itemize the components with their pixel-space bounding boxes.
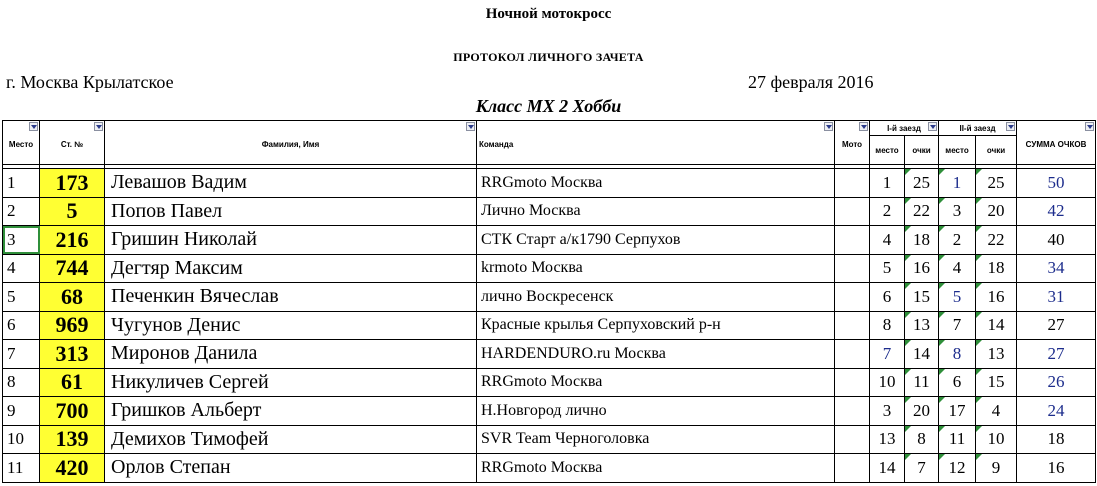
table-row — [3, 226, 1096, 255]
comment-marker-icon — [976, 369, 982, 375]
class-title: Класс МХ 2 Хобби — [475, 96, 622, 116]
comment-marker-icon — [976, 198, 982, 204]
row-number[interactable]: 969 — [40, 311, 105, 340]
row-team[interactable]: RRGmoto Москва — [477, 454, 835, 483]
row-race2-place[interactable]: 17 — [939, 397, 976, 426]
row-total[interactable]: 31 — [1017, 283, 1096, 312]
filter-dropdown-icon[interactable] — [29, 122, 38, 131]
table-row — [3, 425, 1096, 454]
row-team[interactable]: krmoto Москва — [477, 254, 835, 283]
row-moto[interactable] — [835, 226, 870, 255]
row-race1-place[interactable]: 2 — [870, 197, 905, 226]
row-name[interactable]: Миронов Данила — [105, 340, 477, 369]
row-race2-points[interactable]: 4 — [976, 397, 1017, 426]
row-moto[interactable] — [835, 169, 870, 198]
row-race1-points[interactable]: 25 — [905, 169, 939, 198]
table-row — [3, 368, 1096, 397]
row-race1-points[interactable]: 8 — [905, 425, 939, 454]
row-race2-place[interactable]: 8 — [939, 340, 976, 369]
row-moto[interactable] — [835, 397, 870, 426]
comment-marker-icon — [976, 255, 982, 261]
row-race1-place[interactable]: 10 — [870, 368, 905, 397]
row-race1-place[interactable]: 3 — [870, 397, 905, 426]
row-place[interactable]: 4 — [3, 254, 40, 283]
row-team[interactable]: Красные крылья Серпуховский р-н — [477, 311, 835, 340]
row-team[interactable]: HARDENDURO.ru Москва — [477, 340, 835, 369]
results-table — [2, 120, 1096, 483]
row-place[interactable]: 10 — [3, 425, 40, 454]
row-place[interactable]: 1 — [3, 169, 40, 198]
comment-marker-icon — [905, 369, 911, 375]
row-total[interactable]: 16 — [1017, 454, 1096, 483]
row-race1-points[interactable]: 14 — [905, 340, 939, 369]
row-race2-place[interactable]: 1 — [939, 169, 976, 198]
row-total[interactable]: 24 — [1017, 397, 1096, 426]
comment-marker-icon — [976, 312, 982, 318]
row-place[interactable]: 8 — [3, 368, 40, 397]
row-race1-place[interactable]: 1 — [870, 169, 905, 198]
row-race2-place[interactable]: 5 — [939, 283, 976, 312]
filter-dropdown-icon[interactable] — [859, 122, 868, 131]
header-team[interactable]: Команда — [477, 121, 835, 165]
comment-marker-icon — [939, 426, 945, 432]
comment-marker-icon — [976, 340, 982, 346]
header-race2-place: место — [939, 136, 976, 165]
row-team[interactable]: RRGmoto Москва — [477, 368, 835, 397]
row-moto[interactable] — [835, 197, 870, 226]
row-race1-points[interactable]: 22 — [905, 197, 939, 226]
row-team[interactable]: СТК Старт а/к1790 Серпухов — [477, 226, 835, 255]
row-race2-points[interactable]: 18 — [976, 254, 1017, 283]
row-race1-place[interactable]: 5 — [870, 254, 905, 283]
table-row — [3, 254, 1096, 283]
comment-marker-icon — [939, 340, 945, 346]
table-row — [3, 454, 1096, 483]
row-race1-place[interactable]: 7 — [870, 340, 905, 369]
row-name[interactable]: Попов Павел — [105, 197, 477, 226]
row-name[interactable]: Орлов Степан — [105, 454, 477, 483]
filter-dropdown-icon[interactable] — [1006, 122, 1015, 131]
row-total[interactable]: 18 — [1017, 425, 1096, 454]
comment-marker-icon — [939, 369, 945, 375]
comment-marker-icon — [905, 312, 911, 318]
row-race1-place[interactable]: 13 — [870, 425, 905, 454]
row-race2-place[interactable]: 2 — [939, 226, 976, 255]
table-row — [3, 169, 1096, 198]
row-place[interactable]: 7 — [3, 340, 40, 369]
row-total[interactable]: 50 — [1017, 169, 1096, 198]
filter-dropdown-icon[interactable] — [466, 122, 475, 131]
header-race1[interactable]: I-й заезд — [870, 121, 939, 136]
comment-marker-icon — [939, 283, 945, 289]
row-race2-points[interactable]: 20 — [976, 197, 1017, 226]
row-number[interactable]: 420 — [40, 454, 105, 483]
row-number[interactable]: 216 — [40, 226, 105, 255]
row-race2-place[interactable]: 4 — [939, 254, 976, 283]
comment-marker-icon — [905, 454, 911, 460]
comment-marker-icon — [976, 426, 982, 432]
comment-marker-icon — [939, 169, 945, 175]
header-name[interactable]: Фамилия, Имя — [105, 121, 477, 165]
row-total[interactable]: 42 — [1017, 197, 1096, 226]
comment-marker-icon — [976, 397, 982, 403]
header-total[interactable]: СУММА ОЧКОВ — [1017, 121, 1096, 165]
row-moto[interactable] — [835, 454, 870, 483]
row-team[interactable]: Н.Новгород лично — [477, 397, 835, 426]
row-moto[interactable] — [835, 368, 870, 397]
row-name[interactable]: Никуличев Сергей — [105, 368, 477, 397]
table-row — [3, 197, 1096, 226]
row-race1-points[interactable]: 11 — [905, 368, 939, 397]
row-moto[interactable] — [835, 340, 870, 369]
row-team[interactable]: RRGmoto Москва — [477, 169, 835, 198]
row-moto[interactable] — [835, 254, 870, 283]
comment-marker-icon — [939, 226, 945, 232]
filter-dropdown-icon[interactable] — [928, 122, 937, 131]
row-place[interactable]: 3 — [3, 226, 40, 255]
header-number[interactable]: Ст. № — [40, 121, 105, 165]
row-team[interactable]: Лично Москва — [477, 197, 835, 226]
row-race1-place[interactable]: 4 — [870, 226, 905, 255]
table-row — [3, 397, 1096, 426]
comment-marker-icon — [976, 169, 982, 175]
header-place[interactable]: Место — [3, 121, 40, 165]
row-total[interactable]: 34 — [1017, 254, 1096, 283]
row-number[interactable]: 744 — [40, 254, 105, 283]
row-number[interactable]: 68 — [40, 283, 105, 312]
comment-marker-icon — [905, 283, 911, 289]
row-number[interactable]: 5 — [40, 197, 105, 226]
row-moto[interactable] — [835, 283, 870, 312]
comment-marker-icon — [939, 312, 945, 318]
row-number[interactable]: 313 — [40, 340, 105, 369]
row-race1-points[interactable]: 13 — [905, 311, 939, 340]
row-race1-points[interactable]: 18 — [905, 226, 939, 255]
table-row — [3, 311, 1096, 340]
row-race1-place[interactable]: 6 — [870, 283, 905, 312]
row-number[interactable]: 139 — [40, 425, 105, 454]
row-name[interactable]: Печенкин Вячеслав — [105, 283, 477, 312]
row-race2-points[interactable]: 9 — [976, 454, 1017, 483]
comment-marker-icon — [939, 454, 945, 460]
row-total[interactable]: 27 — [1017, 311, 1096, 340]
row-race2-points[interactable]: 14 — [976, 311, 1017, 340]
row-race2-points[interactable]: 25 — [976, 169, 1017, 198]
row-race1-place[interactable]: 8 — [870, 311, 905, 340]
location-text: г. Москва Крылатское — [6, 72, 174, 92]
comment-marker-icon — [939, 397, 945, 403]
header-race2-points: очки — [976, 136, 1017, 165]
row-name[interactable]: Чугунов Денис — [105, 311, 477, 340]
row-race2-place[interactable]: 3 — [939, 197, 976, 226]
filter-dropdown-icon[interactable] — [94, 122, 103, 131]
row-race2-points[interactable]: 13 — [976, 340, 1017, 369]
comment-marker-icon — [905, 255, 911, 261]
row-name[interactable]: Дегтяр Максим — [105, 254, 477, 283]
row-name[interactable]: Гришков Альберт — [105, 397, 477, 426]
comment-marker-icon — [976, 454, 982, 460]
row-race2-place[interactable]: 11 — [939, 425, 976, 454]
comment-marker-icon — [905, 226, 911, 232]
row-place[interactable]: 11 — [3, 454, 40, 483]
row-moto[interactable] — [835, 425, 870, 454]
row-race1-points[interactable]: 15 — [905, 283, 939, 312]
comment-marker-icon — [905, 397, 911, 403]
row-team[interactable]: лично Воскресенск — [477, 283, 835, 312]
row-race2-points[interactable]: 10 — [976, 425, 1017, 454]
comment-marker-icon — [976, 283, 982, 289]
row-number[interactable]: 700 — [40, 397, 105, 426]
comment-marker-icon — [939, 255, 945, 261]
row-team[interactable]: SVR Team Черноголовка — [477, 425, 835, 454]
event-title: Ночной мотокросс — [485, 6, 612, 22]
header-race1-points: очки — [905, 136, 939, 165]
row-race2-place[interactable]: 12 — [939, 454, 976, 483]
row-total[interactable]: 26 — [1017, 368, 1096, 397]
header-moto[interactable]: Мото — [835, 121, 870, 165]
comment-marker-icon — [905, 340, 911, 346]
row-race2-points[interactable]: 22 — [976, 226, 1017, 255]
table-row — [3, 283, 1096, 312]
row-race2-points[interactable]: 16 — [976, 283, 1017, 312]
comment-marker-icon — [976, 226, 982, 232]
comment-marker-icon — [905, 198, 911, 204]
row-race2-points[interactable]: 15 — [976, 368, 1017, 397]
date-text: 27 февраля 2016 — [748, 72, 874, 92]
row-race1-points[interactable]: 7 — [905, 454, 939, 483]
row-race1-points[interactable]: 16 — [905, 254, 939, 283]
row-place[interactable]: 2 — [3, 197, 40, 226]
protocol-title: ПРОТОКОЛ ЛИЧНОГО ЗАЧЕТА — [453, 50, 644, 64]
row-place[interactable]: 6 — [3, 311, 40, 340]
row-total[interactable]: 27 — [1017, 340, 1096, 369]
row-moto[interactable] — [835, 311, 870, 340]
header-race2[interactable]: II-й заезд — [939, 121, 1017, 136]
row-total[interactable]: 40 — [1017, 226, 1096, 255]
comment-marker-icon — [939, 198, 945, 204]
row-place[interactable]: 9 — [3, 397, 40, 426]
comment-marker-icon — [905, 426, 911, 432]
comment-marker-icon — [905, 169, 911, 175]
table-row — [3, 340, 1096, 369]
filter-dropdown-icon[interactable] — [824, 122, 833, 131]
row-number[interactable]: 173 — [40, 169, 105, 198]
row-place[interactable]: 5 — [3, 283, 40, 312]
row-race2-place[interactable]: 7 — [939, 311, 976, 340]
filter-dropdown-icon[interactable] — [1085, 122, 1094, 131]
row-name[interactable]: Гришин Николай — [105, 226, 477, 255]
row-race2-place[interactable]: 6 — [939, 368, 976, 397]
row-race1-place[interactable]: 14 — [870, 454, 905, 483]
row-number[interactable]: 61 — [40, 368, 105, 397]
row-name[interactable]: Левашов Вадим — [105, 169, 477, 198]
row-name[interactable]: Демихов Тимофей — [105, 425, 477, 454]
header-race1-place: место — [870, 136, 905, 165]
row-race1-points[interactable]: 20 — [905, 397, 939, 426]
